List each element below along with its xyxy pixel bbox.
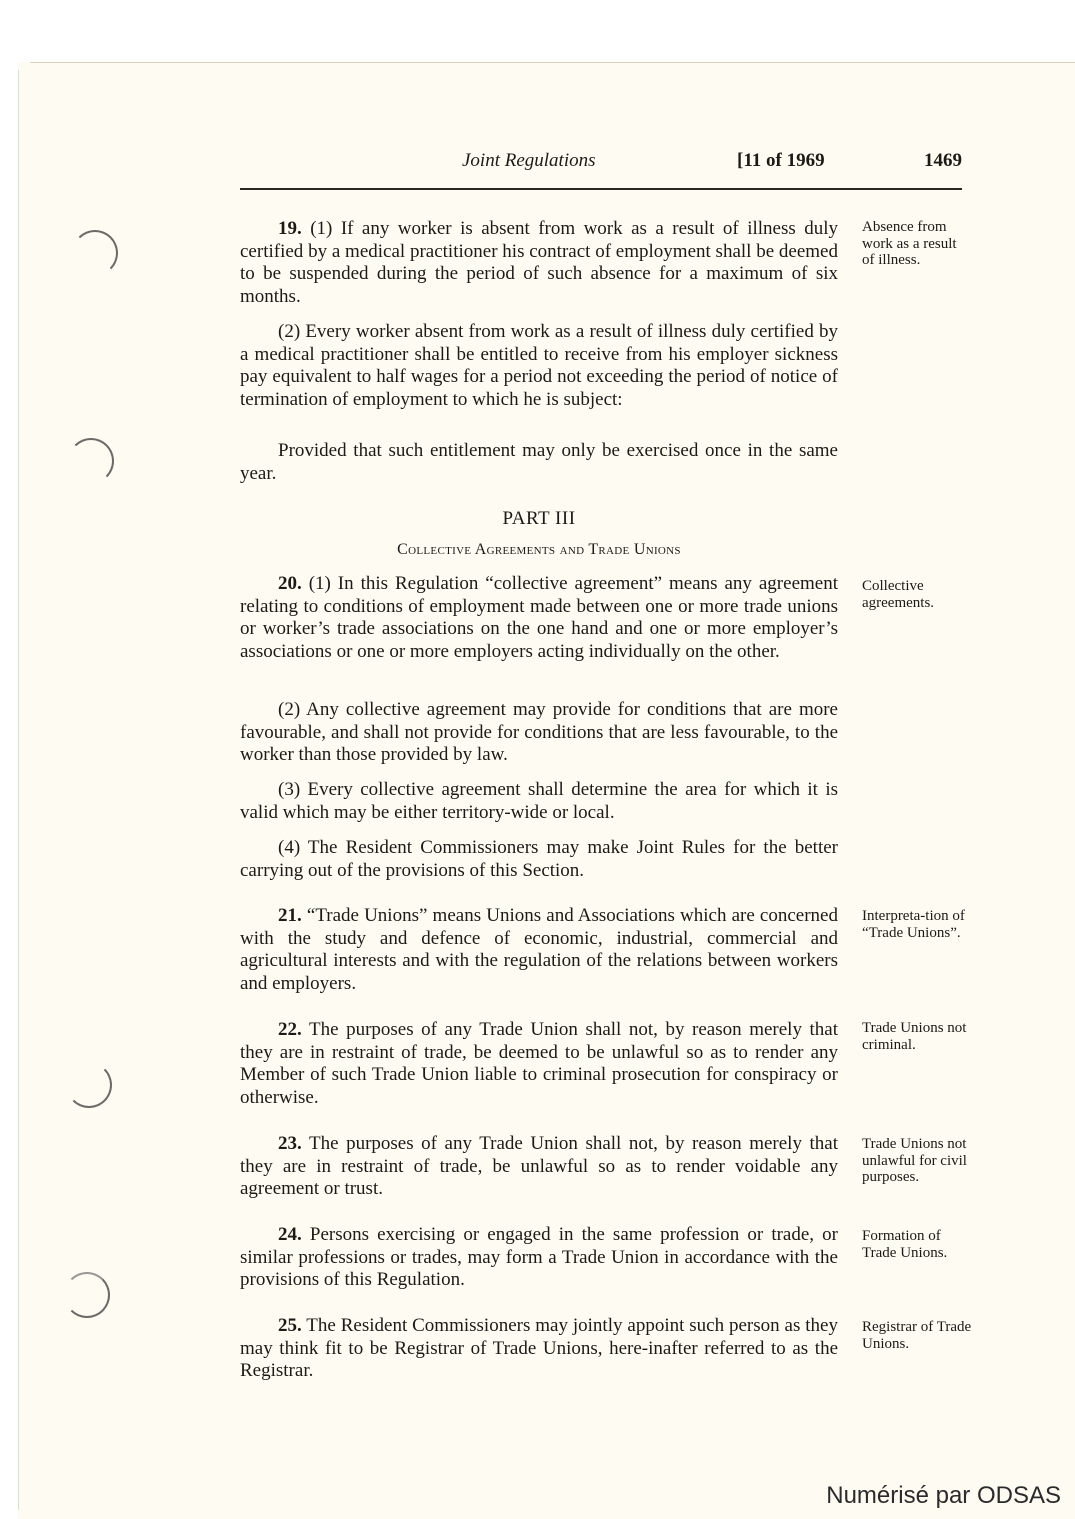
- margin-note-22: Trade Unions not criminal.: [862, 1020, 967, 1053]
- paragraph-text: The purposes of any Trade Union shall not, by reason merely that they are in restraint of trade, be unlawful so as to render voidable any agreement or trust.: [240, 1133, 838, 1200]
- paragraph-text: (2) Any collective agreement may provide for conditions that are more favourable, and shall not provide for conditions that are less favourable, to the worker than those provided by law.: [240, 699, 838, 766]
- digitization-watermark: Numérisé par ODSAS: [826, 1482, 1061, 1509]
- section-21: [240, 905, 838, 995]
- paragraph-text: (1) In this Regulation “collective agreement” means any agreement relating to conditions of employment made between one or more trade unions or worker’s trade associations on the one hand and one or more employer’s associations or one or more employers acting individually on the other.: [240, 573, 838, 662]
- section-number: 24.: [278, 1224, 302, 1245]
- section-20-para-1: [240, 573, 838, 663]
- punch-hole: [64, 1272, 110, 1318]
- margin-note-23: Trade Unions not unlawful for civil purposes.: [862, 1136, 967, 1185]
- section-19-para-2: [240, 321, 838, 411]
- section-24: [240, 1224, 838, 1292]
- section-number: 21.: [278, 905, 302, 926]
- paragraph-text: (1) If any worker is absent from work as a result of illness duly certified by a medical practitioner his contract of employment shall be deemed to be suspended during the period of such absence for a maximum of six months.: [240, 218, 838, 307]
- section-20: [240, 573, 838, 663]
- section-25: [240, 1315, 838, 1383]
- page-edge-top: [30, 62, 1075, 63]
- header-rule: [240, 188, 962, 190]
- page-edge-left: [18, 70, 19, 1510]
- section-20-para-4: [240, 837, 838, 882]
- page-number: 1469: [924, 150, 962, 171]
- section-23: [240, 1133, 838, 1201]
- punch-hole: [66, 1062, 112, 1108]
- paragraph-text: The purposes of any Trade Union shall not, by reason merely that they are in restraint of trade, be deemed to be unlawful so as to render any Member of such Trade Union liable to criminal prosecution for conspiracy or otherwise.: [240, 1019, 838, 1108]
- section-number: 23.: [278, 1133, 302, 1154]
- paragraph-text: The Resident Commissioners may jointly appoint such person as they may think fit to be Registrar of Trade Unions, here-inafter referred to as the Registrar.: [240, 1315, 838, 1382]
- margin-note-19: Absence from work as a result of illness.: [862, 219, 957, 268]
- punch-hole: [68, 438, 114, 484]
- section-19: [240, 218, 838, 308]
- section-20-para-3: [240, 779, 838, 824]
- paragraph-text: Provided that such entitlement may only be exercised once in the same year.: [240, 440, 838, 484]
- section-number: 25.: [278, 1315, 302, 1336]
- part-heading: PART III: [502, 508, 576, 529]
- paragraph-text: (3) Every collective agreement shall determine the area for which it is valid which may be either territory-wide or local.: [240, 779, 838, 823]
- running-header: [240, 150, 962, 176]
- margin-note-25: Registrar of Trade Unions.: [862, 1319, 972, 1352]
- paragraph-text: (4) The Resident Commissioners may make Joint Rules for the better carrying out of the provisions of this Section.: [240, 837, 838, 881]
- section-22: [240, 1019, 838, 1109]
- section-19-proviso: [240, 440, 838, 485]
- margin-note-24: Formation of Trade Unions.: [862, 1228, 948, 1261]
- section-19-para-1: [240, 218, 838, 308]
- paragraph-text: “Trade Unions” means Unions and Associations which are concerned with the study and defence of economic, industrial, commercial and agricultural interests and with the regulation of the relations between workers and employers.: [240, 905, 838, 994]
- part-subheading: Collective Agreements and Trade Unions: [397, 541, 681, 558]
- section-number: 20.: [278, 573, 302, 594]
- section-number: 19.: [278, 218, 302, 239]
- margin-note-20: Collective agreements.: [862, 578, 935, 611]
- paragraph-text: Persons exercising or engaged in the same profession or trade, or similar professions or trades, may form a Trade Union in accordance with the provisions of this Regulation.: [240, 1224, 838, 1291]
- header-act-reference: [11 of 1969: [737, 150, 825, 171]
- paragraph-text: (2) Every worker absent from work as a result of illness duly certified by a medical practitioner shall be entitled to receive from his employer sickness pay equivalent to half wages for a period not exceeding the period of notice of termination of employment to which he is subject:: [240, 321, 838, 410]
- margin-note-21: Interpreta-tion of “Trade Unions”.: [862, 908, 965, 941]
- punch-hole: [72, 230, 118, 276]
- header-title: Joint Regulations: [462, 150, 596, 171]
- section-20-para-2: [240, 699, 838, 767]
- section-number: 22.: [278, 1019, 302, 1040]
